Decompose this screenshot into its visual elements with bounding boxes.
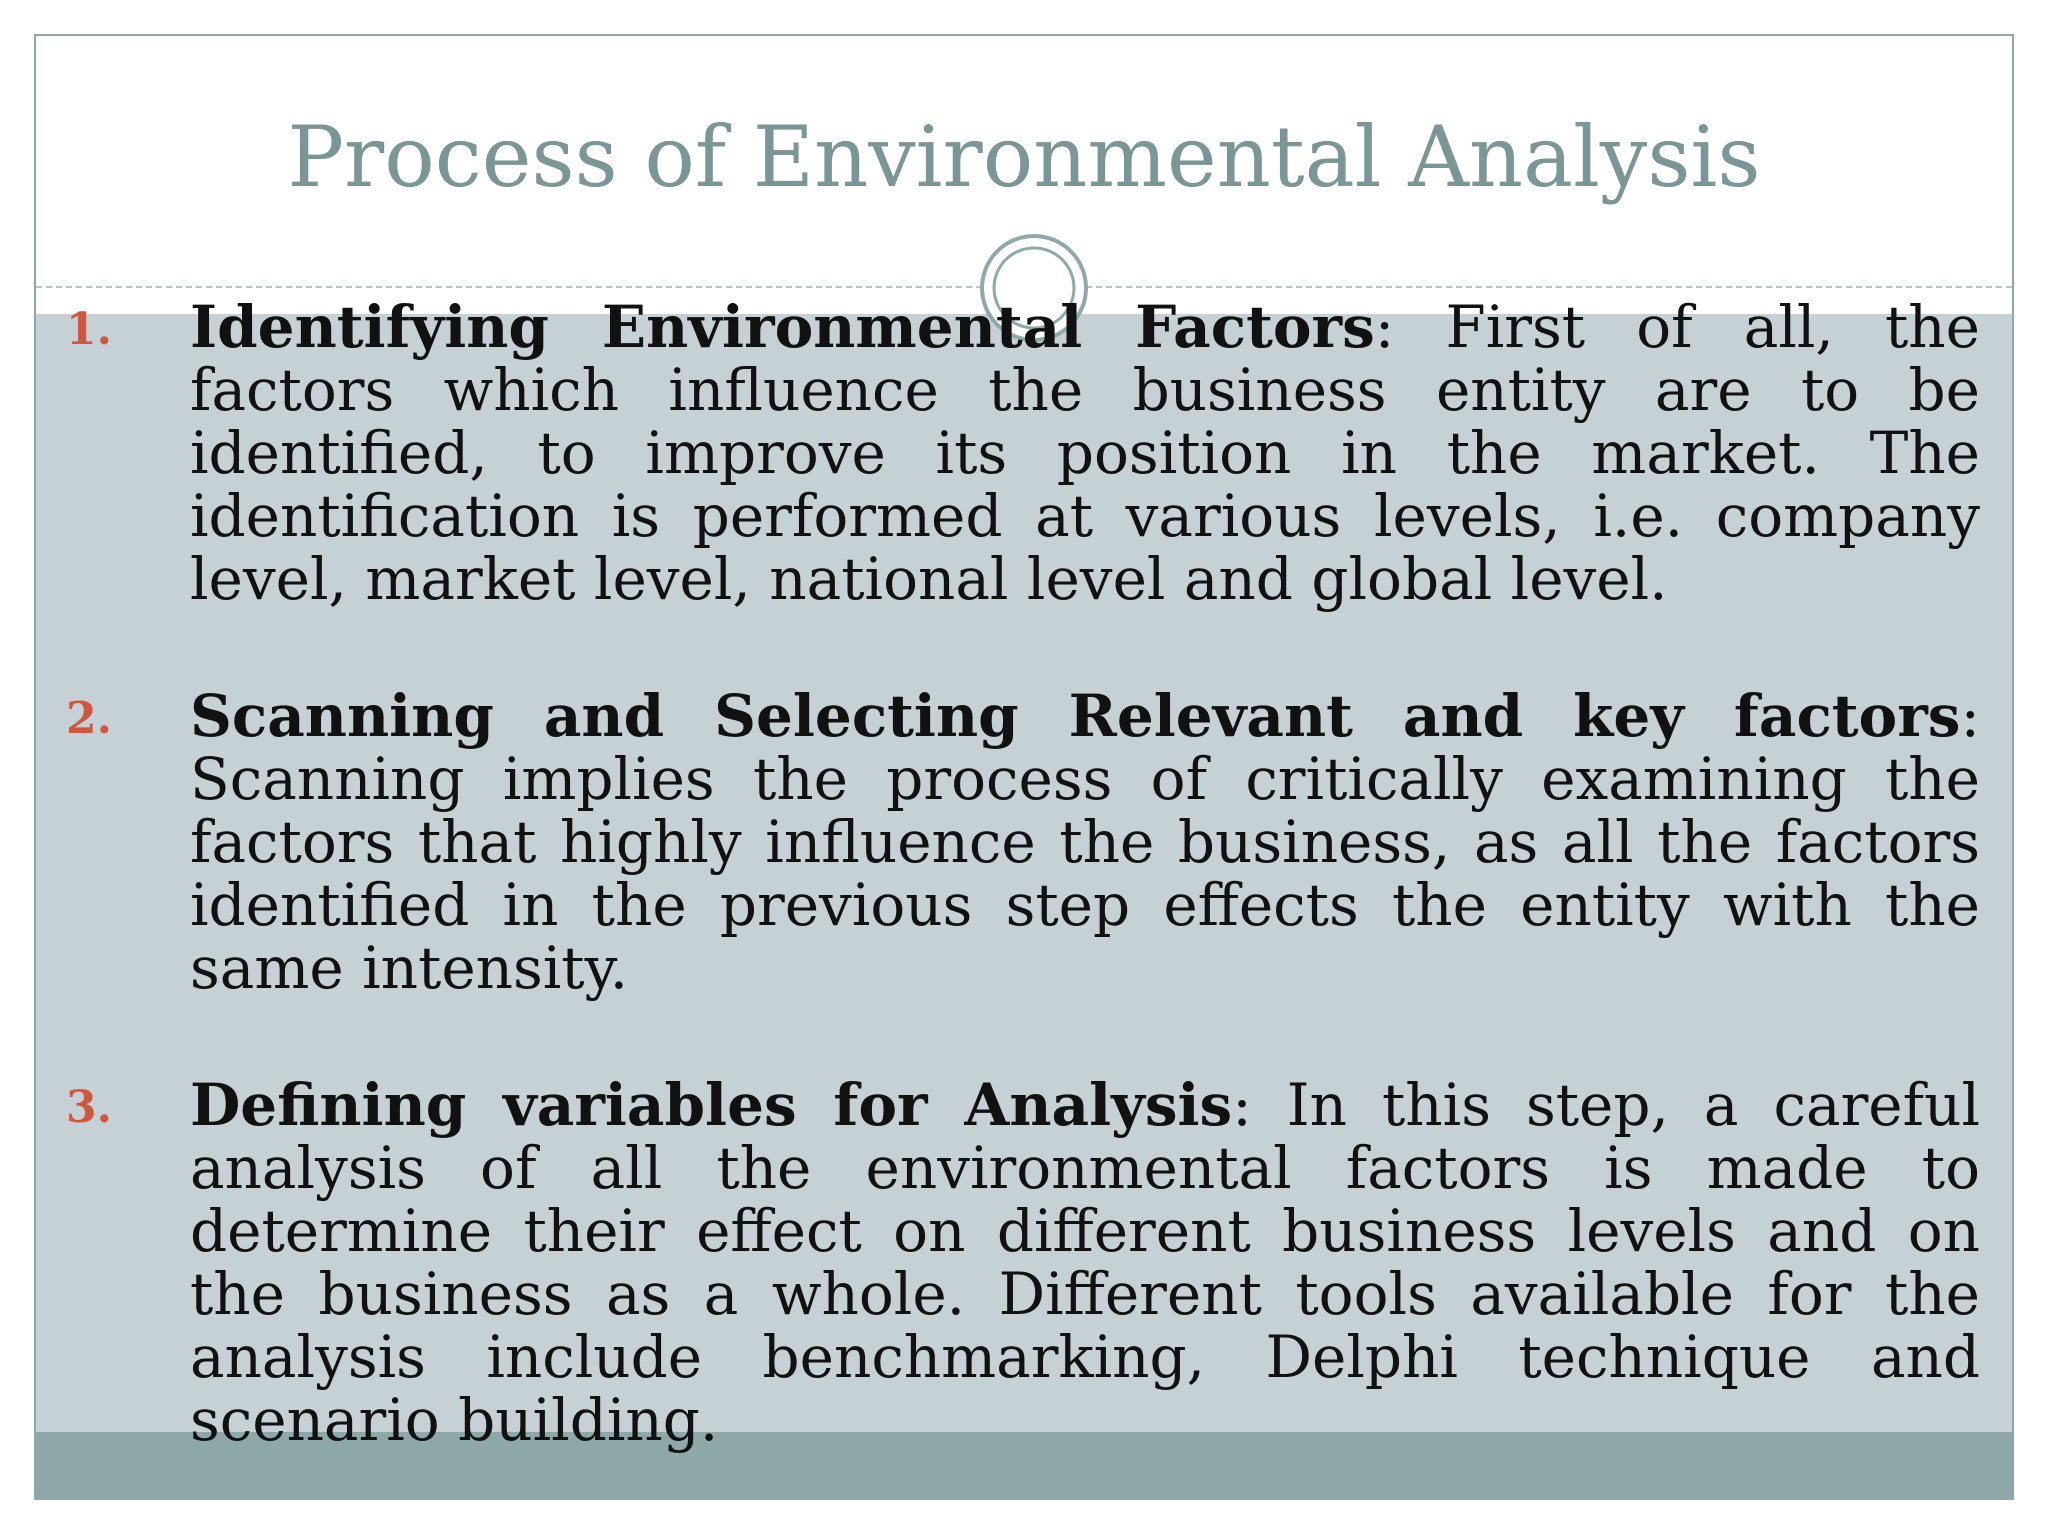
numbered-list [66, 293, 1980, 1500]
list-item [66, 682, 1980, 1002]
list-item-text [190, 293, 1980, 613]
list-item [66, 293, 1980, 613]
list-item-number: 3. [66, 1082, 112, 1133]
list-item-heading: Identifying Environmental Factors [190, 293, 1375, 361]
list-item-text [190, 682, 1980, 1002]
list-item-separator: : [1960, 682, 1980, 750]
list-item-body: First of all, the factors which influence the business entity are to be identified, to improve its position in the market. The identification is performed at various levels, i.e. company level, market level, national level and global level. [190, 293, 1980, 613]
list-item-number: 2. [66, 693, 112, 744]
list-item-number: 1. [66, 304, 112, 355]
list-item-text [190, 1071, 1980, 1454]
list-item-body: Scanning implies the process of critically examining the factors that highly influence the business, as all the factors identified in the previous step effects the entity with the same intensity. [190, 745, 1980, 1002]
slide-title: Process of Environmental Analysis [287, 108, 1761, 206]
list-item [66, 1071, 1980, 1454]
list-item-heading: Defining variables for Analysis [190, 1071, 1233, 1139]
list-item-separator: : [1232, 1071, 1252, 1139]
list-item-heading: Scanning and Selecting Relevant and key factors [190, 682, 1961, 750]
slide [34, 34, 2014, 1500]
list-item-separator: : [1374, 293, 1395, 361]
list-item-body: In this step, a careful analysis of all the environmental factors is made to determine their effect on different business levels and on the business as a whole. Different tools available for the analysis include benchmarking, Delphi technique and scenario building. [190, 1071, 1980, 1454]
